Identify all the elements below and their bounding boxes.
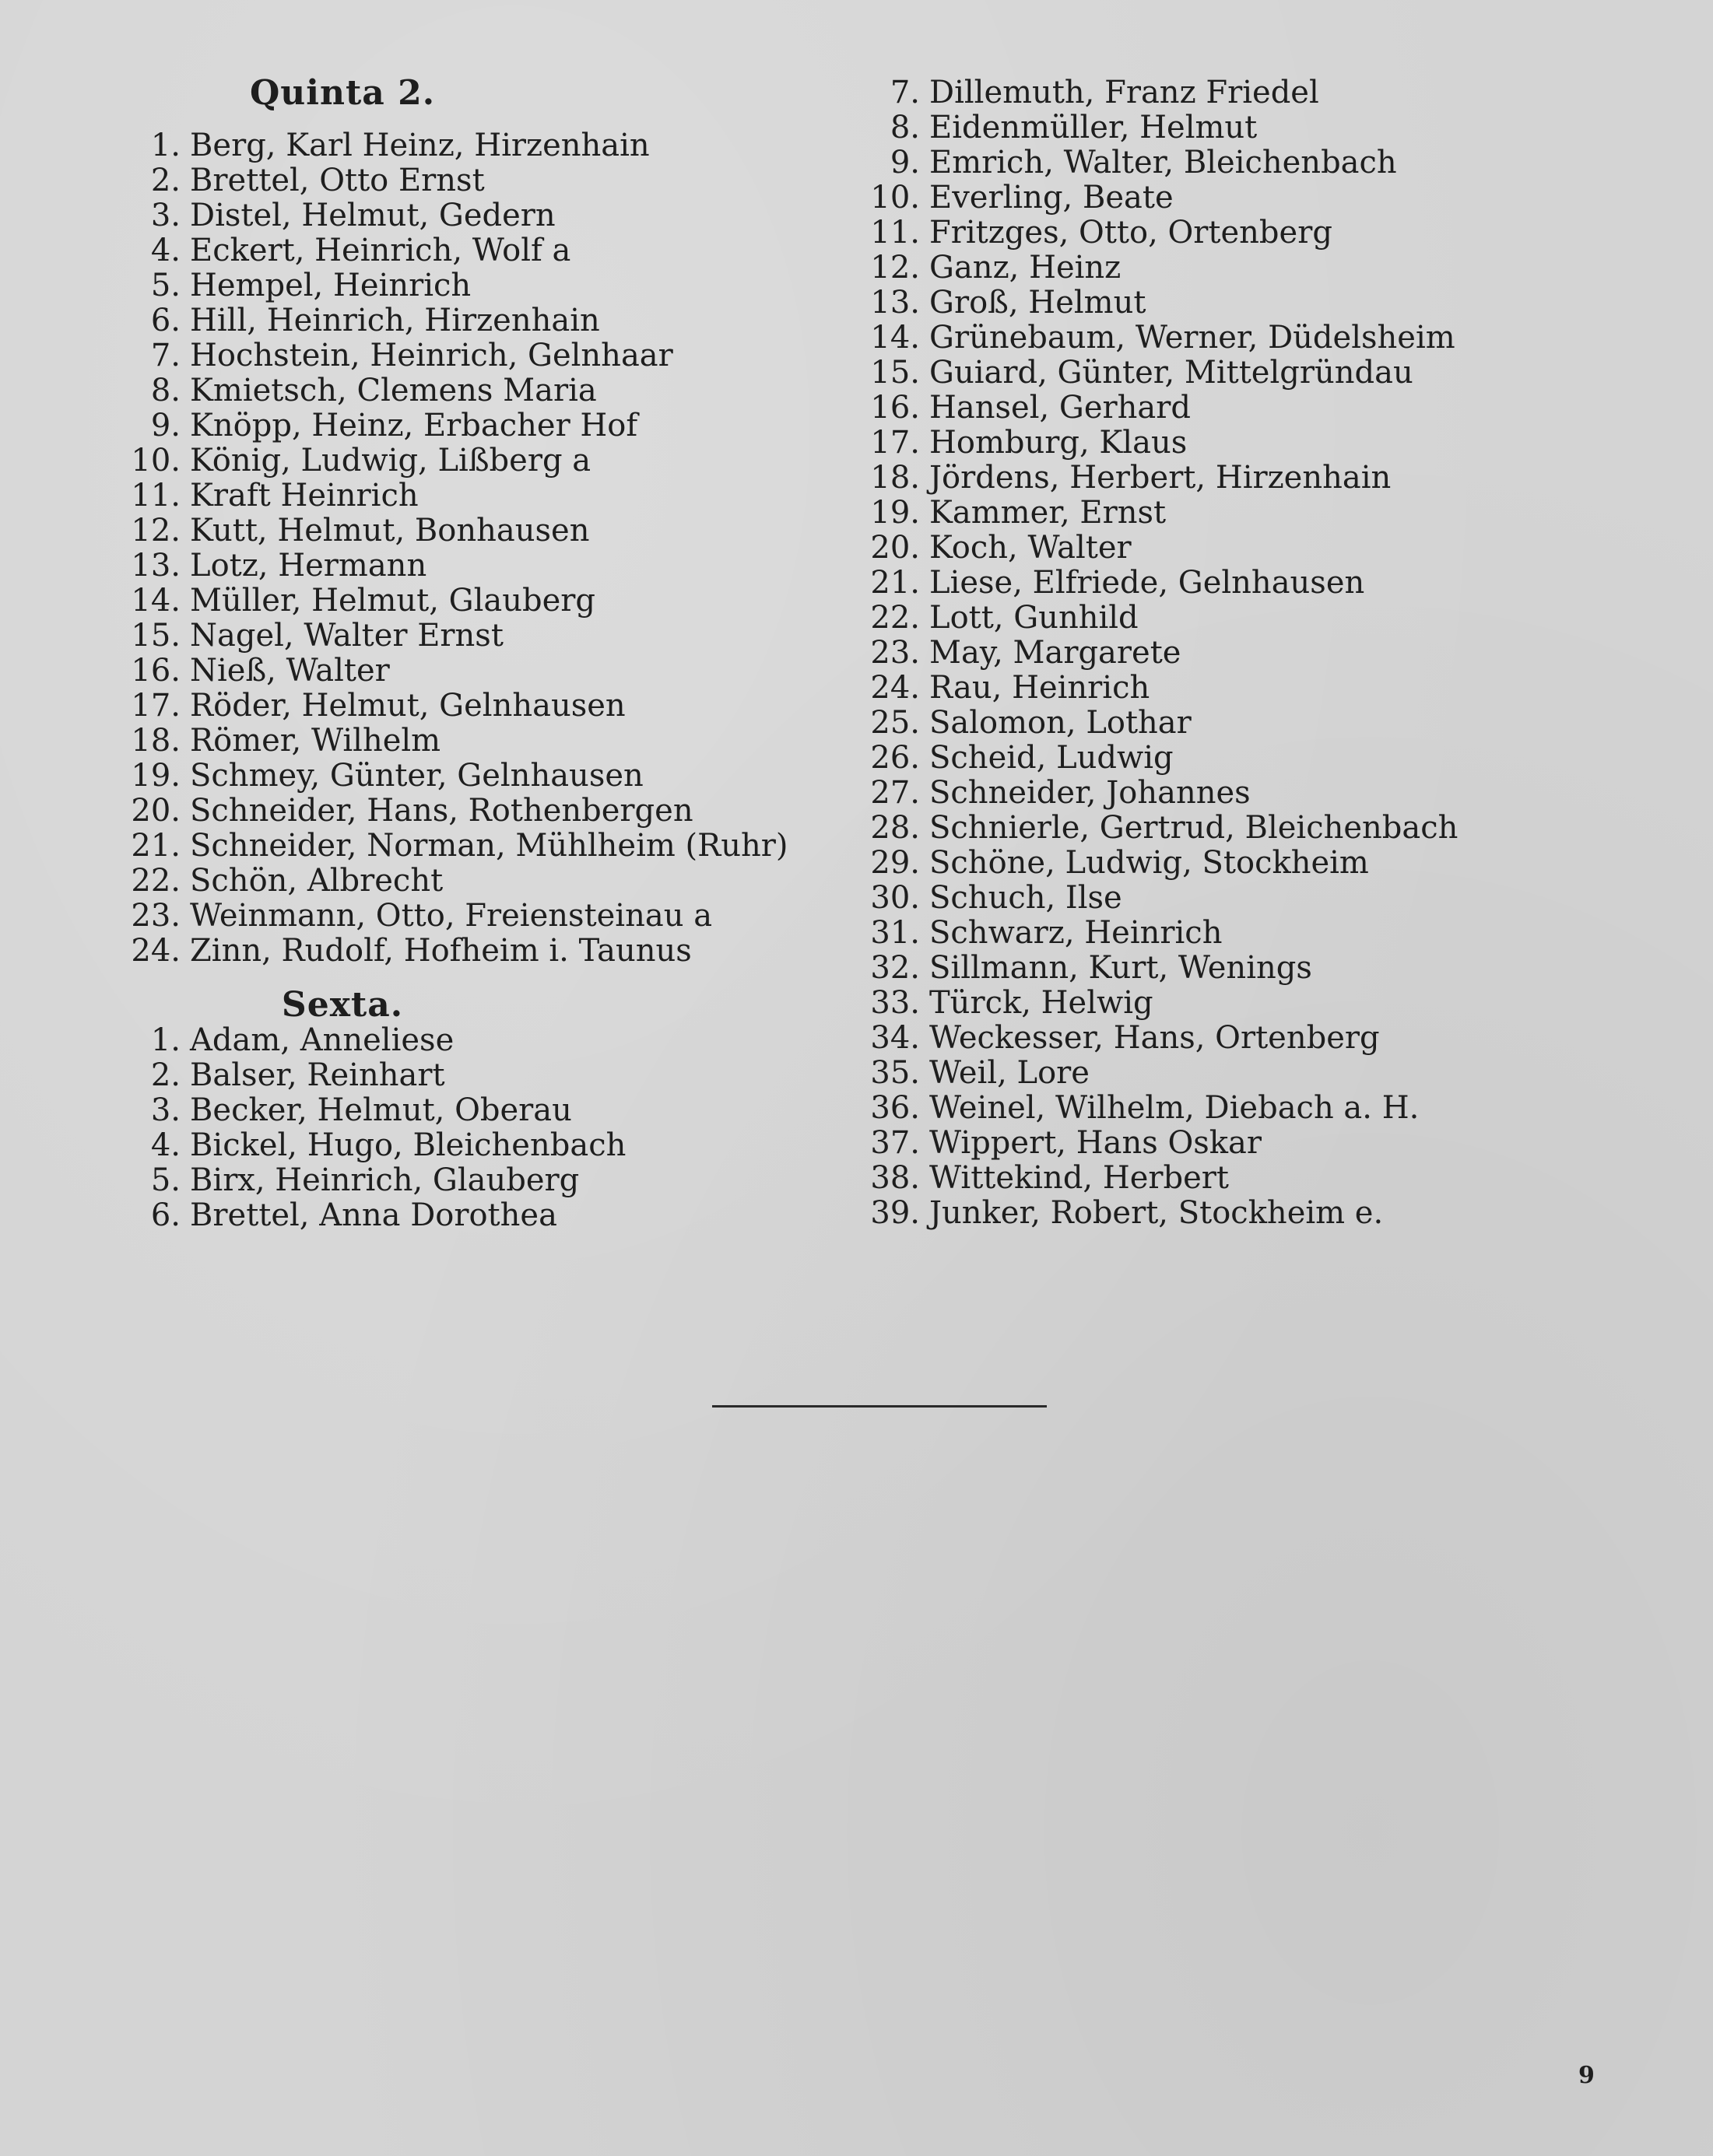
list-item — [848, 811, 1458, 846]
entry-name: Nieß, Walter — [190, 653, 390, 689]
entry-number: 22. — [131, 863, 181, 899]
entry-name: Schuch, Ilse — [929, 880, 1122, 916]
entry-number: 17. — [870, 425, 920, 461]
entry-name: Lott, Gunhild — [929, 600, 1139, 636]
entry-number: 6. — [150, 303, 181, 338]
entry-name: Fritzges, Otto, Ortenberg — [929, 215, 1332, 251]
entry-number: 32. — [870, 950, 920, 986]
entry-number: 2. — [150, 163, 181, 198]
entry-name: Weinel, Wilhelm, Diebach a. H. — [929, 1090, 1420, 1126]
list-item — [848, 601, 1139, 636]
list-item — [109, 864, 443, 899]
list-item — [848, 741, 1174, 776]
list-item — [109, 1163, 579, 1198]
entry-number: 8. — [150, 373, 181, 408]
list-item — [109, 479, 419, 514]
entry-number: 8. — [890, 110, 920, 145]
list-item — [109, 303, 600, 338]
entry-name: Müller, Helmut, Glauberg — [190, 583, 596, 619]
list-item — [109, 689, 626, 724]
entry-number: 2. — [150, 1057, 181, 1093]
entry-number: 7. — [150, 338, 181, 373]
entry-name: Nagel, Walter Ernst — [190, 618, 504, 654]
entry-name: Weckesser, Hans, Ortenberg — [929, 1020, 1380, 1056]
entry-name: Homburg, Klaus — [929, 425, 1188, 461]
entry-number: 13. — [870, 285, 920, 321]
list-item — [109, 338, 673, 373]
entry-name: Schmey, Günter, Gelnhausen — [190, 758, 644, 794]
entry-name: Lotz, Hermann — [190, 548, 427, 584]
entry-name: Everling, Beate — [929, 180, 1174, 216]
list-item — [109, 1023, 454, 1058]
list-item — [109, 934, 692, 969]
list-item — [109, 1058, 445, 1093]
list-item — [109, 829, 788, 864]
entry-name: Hansel, Gerhard — [929, 390, 1191, 426]
list-item — [109, 654, 390, 689]
list-item — [848, 1021, 1380, 1056]
list-item — [109, 408, 637, 443]
entry-number: 15. — [131, 618, 181, 654]
entry-number: 20. — [131, 793, 181, 829]
entry-name: Ganz, Heinz — [929, 250, 1122, 286]
list-item — [848, 461, 1391, 496]
entry-name: Dillemuth, Franz Friedel — [929, 75, 1319, 110]
entry-number: 18. — [131, 723, 181, 759]
entry-name: Röder, Helmut, Gelnhausen — [190, 688, 626, 724]
entry-number: 4. — [150, 1127, 181, 1163]
entry-name: Balser, Reinhart — [190, 1057, 445, 1093]
list-item — [109, 549, 426, 584]
entry-name: Jördens, Herbert, Hirzenhain — [929, 460, 1392, 496]
list-item — [848, 531, 1132, 566]
entry-number: 16. — [131, 653, 181, 689]
entry-name: Schwarz, Heinrich — [929, 915, 1223, 951]
entry-name: Brettel, Anna Dorothea — [190, 1197, 557, 1233]
entry-number: 18. — [870, 460, 920, 496]
list-item — [848, 75, 1319, 110]
list-item — [109, 198, 556, 233]
entry-name: Junker, Robert, Stockheim e. — [929, 1195, 1384, 1231]
list-item — [848, 566, 1364, 601]
entry-name: Weinmann, Otto, Freiensteinau a — [190, 898, 713, 934]
entry-name: Hochstein, Heinrich, Gelnhaar — [190, 338, 673, 373]
list-item — [848, 846, 1369, 881]
list-item — [109, 794, 693, 829]
list-item — [848, 216, 1332, 251]
entry-name: Wippert, Hans Oskar — [929, 1125, 1262, 1161]
list-item — [848, 671, 1150, 706]
entry-name: Berg, Karl Heinz, Hirzenhain — [190, 128, 650, 163]
list-item — [848, 1126, 1262, 1161]
entry-number: 9. — [150, 408, 181, 443]
entry-number: 10. — [870, 180, 920, 216]
list-item — [848, 881, 1122, 916]
entry-number: 33. — [870, 985, 920, 1021]
entry-name: Emrich, Walter, Bleichenbach — [929, 145, 1397, 181]
entry-name: Türck, Helwig — [929, 985, 1153, 1021]
entry-number: 25. — [870, 705, 920, 741]
entry-name: Kutt, Helmut, Bonhausen — [190, 513, 590, 549]
list-item — [109, 619, 504, 654]
list-item — [109, 514, 589, 549]
entry-number: 15. — [870, 355, 920, 391]
entry-name: Salomon, Lothar — [929, 705, 1192, 741]
entry-name: Schöne, Ludwig, Stockheim — [929, 845, 1369, 881]
entry-name: Hempel, Heinrich — [190, 268, 472, 303]
list-item — [109, 373, 597, 408]
entry-number: 16. — [870, 390, 920, 426]
entry-number: 27. — [870, 775, 920, 811]
entry-number: 4. — [150, 233, 181, 268]
list-item — [848, 706, 1192, 741]
list-item — [848, 1161, 1229, 1196]
list-item — [109, 1128, 626, 1163]
list-item — [109, 1198, 557, 1233]
entry-number: 20. — [870, 530, 920, 566]
list-item — [848, 1196, 1383, 1231]
entry-number: 37. — [870, 1125, 920, 1161]
entry-number: 19. — [131, 758, 181, 794]
entry-name: Kmietsch, Clemens Maria — [190, 373, 597, 408]
entry-name: Schneider, Hans, Rothenbergen — [190, 793, 693, 829]
entry-name: König, Ludwig, Lißberg a — [190, 443, 591, 479]
list-item — [848, 426, 1187, 461]
list-item — [848, 916, 1222, 951]
entry-name: Eidenmüller, Helmut — [929, 110, 1258, 145]
list-item — [848, 321, 1455, 356]
list-item — [848, 986, 1153, 1021]
entry-name: Weil, Lore — [929, 1055, 1090, 1091]
entry-number: 6. — [150, 1197, 181, 1233]
list-item — [848, 286, 1146, 321]
list-item — [109, 759, 644, 794]
entry-number: 21. — [131, 828, 181, 864]
entry-name: Scheid, Ludwig — [929, 740, 1174, 776]
entry-number: 29. — [870, 845, 920, 881]
list-item — [109, 584, 595, 619]
entry-number: 9. — [890, 145, 920, 181]
quinta-heading: Quinta 2. — [249, 73, 436, 113]
entry-name: Schön, Albrecht — [190, 863, 444, 899]
entry-number: 17. — [131, 688, 181, 724]
entry-number: 11. — [131, 478, 181, 514]
list-item — [109, 128, 650, 163]
entry-number: 21. — [870, 565, 920, 601]
entry-number: 24. — [131, 933, 181, 969]
entry-name: Hill, Heinrich, Hirzenhain — [190, 303, 600, 338]
list-item — [109, 899, 712, 934]
entry-number: 12. — [870, 250, 920, 286]
entry-name: Zinn, Rudolf, Hofheim i. Taunus — [190, 933, 692, 969]
entry-number: 19. — [870, 495, 920, 531]
entry-number: 13. — [131, 548, 181, 584]
entry-number: 5. — [150, 1162, 181, 1198]
entry-name: Knöpp, Heinz, Erbacher Hof — [190, 408, 638, 443]
list-item — [109, 1093, 572, 1128]
entry-name: Eckert, Heinrich, Wolf a — [190, 233, 571, 268]
entry-number: 23. — [870, 635, 920, 671]
entry-number: 28. — [870, 810, 920, 846]
list-item — [848, 145, 1397, 181]
list-item — [109, 233, 570, 268]
entry-name: Adam, Anneliese — [190, 1022, 455, 1058]
entry-number: 31. — [870, 915, 920, 951]
list-item — [848, 356, 1413, 391]
entry-number: 14. — [131, 583, 181, 619]
entry-number: 30. — [870, 880, 920, 916]
list-item — [848, 251, 1121, 286]
entry-name: Guiard, Günter, Mittelgründau — [929, 355, 1413, 391]
entry-name: Groß, Helmut — [929, 285, 1146, 321]
entry-number: 5. — [150, 268, 181, 303]
entry-number: 12. — [131, 513, 181, 549]
list-item — [848, 951, 1312, 986]
list-item — [848, 1056, 1090, 1091]
entry-number: 35. — [870, 1055, 920, 1091]
list-item — [848, 391, 1191, 426]
entry-number: 24. — [870, 670, 920, 706]
list-item — [848, 110, 1257, 145]
page-number: 9 — [1578, 2062, 1595, 2089]
entry-number: 34. — [870, 1020, 920, 1056]
entry-name: Koch, Walter — [929, 530, 1132, 566]
entry-name: Birx, Heinrich, Glauberg — [190, 1162, 580, 1198]
entry-name: Schneider, Norman, Mühlheim (Ruhr) — [190, 828, 788, 864]
entry-name: Rau, Heinrich — [929, 670, 1150, 706]
entry-name: Römer, Wilhelm — [190, 723, 441, 759]
entry-number: 3. — [150, 198, 181, 233]
entry-name: Schnierle, Gertrud, Bleichenbach — [929, 810, 1459, 846]
entry-name: Brettel, Otto Ernst — [190, 163, 485, 198]
list-item — [848, 636, 1181, 671]
list-item — [848, 496, 1166, 531]
list-item — [848, 181, 1174, 216]
entry-number: 3. — [150, 1092, 181, 1128]
entry-name: Kraft Heinrich — [190, 478, 419, 514]
entry-name: Sillmann, Kurt, Wenings — [929, 950, 1312, 986]
entry-name: May, Margarete — [929, 635, 1181, 671]
entry-number: 1. — [150, 128, 181, 163]
entry-name: Becker, Helmut, Oberau — [190, 1092, 572, 1128]
list-item — [109, 268, 471, 303]
entry-number: 7. — [890, 75, 920, 110]
entry-name: Liese, Elfriede, Gelnhausen — [929, 565, 1365, 601]
entry-number: 1. — [150, 1022, 181, 1058]
entry-number: 14. — [870, 320, 920, 356]
list-item — [848, 776, 1251, 811]
entry-name: Kammer, Ernst — [929, 495, 1167, 531]
entry-number: 22. — [870, 600, 920, 636]
section-divider — [712, 1405, 1047, 1408]
entry-number: 38. — [870, 1160, 920, 1196]
list-item — [848, 1091, 1419, 1126]
entry-number: 10. — [131, 443, 181, 479]
entry-number: 39. — [870, 1195, 920, 1231]
entry-name: Distel, Helmut, Gedern — [190, 198, 556, 233]
entry-number: 36. — [870, 1090, 920, 1126]
sexta-heading: Sexta. — [281, 985, 404, 1025]
entry-number: 11. — [870, 215, 920, 251]
entry-name: Wittekind, Herbert — [929, 1160, 1229, 1196]
list-item — [109, 163, 485, 198]
entry-number: 23. — [131, 898, 181, 934]
list-item — [109, 724, 441, 759]
entry-name: Schneider, Johannes — [929, 775, 1251, 811]
entry-number: 26. — [870, 740, 920, 776]
entry-name: Bickel, Hugo, Bleichenbach — [190, 1127, 627, 1163]
list-item — [109, 443, 591, 479]
entry-name: Grünebaum, Werner, Düdelsheim — [929, 320, 1455, 356]
